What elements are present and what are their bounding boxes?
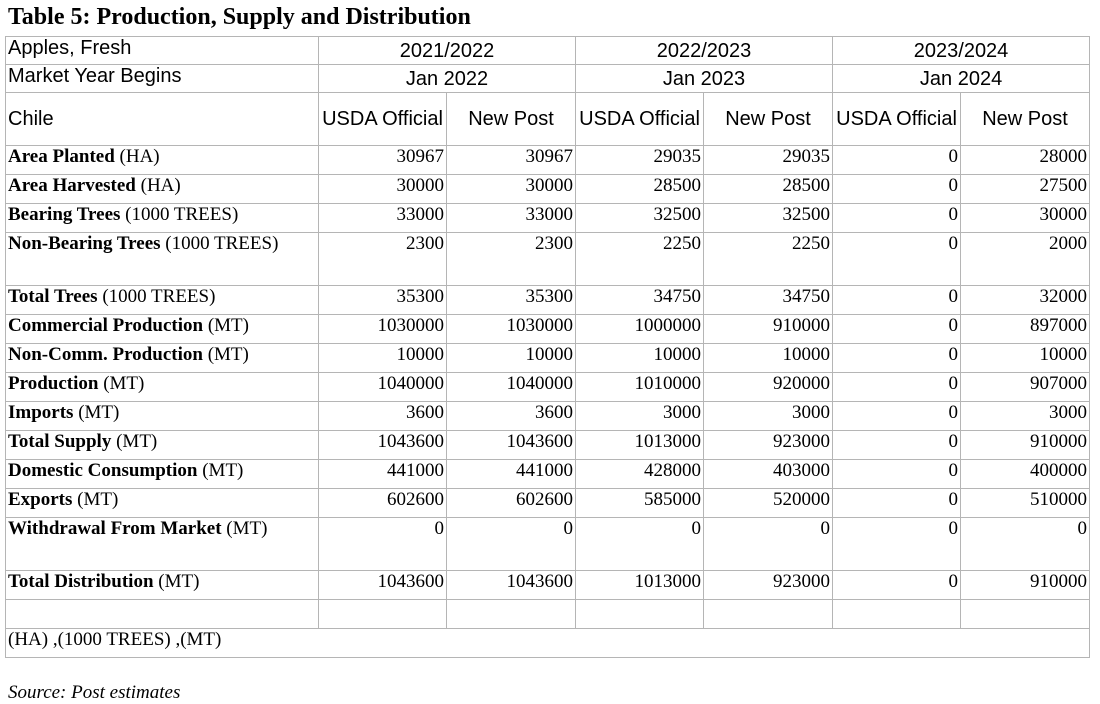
row-label [6, 460, 319, 489]
table-cell: 1040000 [447, 373, 576, 402]
table-cell: 428000 [576, 460, 704, 489]
row-unit: (MT) [103, 373, 145, 394]
table-cell: 0 [833, 204, 961, 233]
table-cell: 0 [319, 518, 447, 571]
market-year-label: Market Year Begins [6, 65, 319, 93]
row-attribute-name: Area Harvested [8, 175, 136, 196]
row-attribute-name: Area Planted [8, 146, 115, 167]
table-cell: 0 [833, 402, 961, 431]
table-cell: 10000 [704, 344, 833, 373]
table-cell: 32500 [704, 204, 833, 233]
table-cell: 0 [833, 344, 961, 373]
table-cell: 35300 [319, 286, 447, 315]
row-unit: (MT) [207, 315, 249, 336]
table-cell: 2300 [319, 233, 447, 286]
row-unit: (MT) [202, 460, 244, 481]
table-cell: 0 [833, 571, 961, 600]
row-unit: (MT) [116, 431, 158, 452]
table-row [6, 315, 1090, 344]
table-cell: 10000 [319, 344, 447, 373]
table-row [6, 402, 1090, 431]
blank-cell [961, 600, 1090, 629]
row-unit: (MT) [207, 344, 249, 365]
row-unit: (1000 TREES) [165, 233, 279, 254]
units-footer: (HA) ,(1000 TREES) ,(MT) [6, 629, 1090, 658]
table-cell: 1000000 [576, 315, 704, 344]
table-cell: 1013000 [576, 571, 704, 600]
table-cell: 2250 [576, 233, 704, 286]
table-cell: 0 [833, 315, 961, 344]
table-title: Table 5: Production, Supply and Distribution [8, 4, 471, 30]
table-cell: 28500 [704, 175, 833, 204]
table-cell: 920000 [704, 373, 833, 402]
table-cell: 34750 [704, 286, 833, 315]
header-row-market-year [6, 65, 1090, 93]
table-cell: 1043600 [447, 431, 576, 460]
blank-cell [447, 600, 576, 629]
row-label [6, 286, 319, 315]
table-row [6, 286, 1090, 315]
table-row [6, 175, 1090, 204]
table-cell: 0 [833, 146, 961, 175]
year-header: 2021/2022 [319, 37, 576, 65]
table-cell: 0 [833, 431, 961, 460]
table-cell: 0 [833, 489, 961, 518]
table-cell: 30000 [961, 204, 1090, 233]
table-cell: 0 [833, 286, 961, 315]
table-cell: 923000 [704, 431, 833, 460]
row-label [6, 146, 319, 175]
header-row-columns [6, 93, 1090, 146]
table-row [6, 431, 1090, 460]
table-cell: 32000 [961, 286, 1090, 315]
table-cell: 910000 [704, 315, 833, 344]
row-label [6, 431, 319, 460]
table-cell: 3000 [704, 402, 833, 431]
row-attribute-name: Exports [8, 489, 73, 510]
col-new-post: New Post [447, 93, 576, 146]
table-cell: 1010000 [576, 373, 704, 402]
table-cell: 602600 [447, 489, 576, 518]
row-unit: (1000 TREES) [125, 204, 239, 225]
table-cell: 2250 [704, 233, 833, 286]
table-cell: 29035 [704, 146, 833, 175]
row-label [6, 315, 319, 344]
table-cell: 34750 [576, 286, 704, 315]
row-unit: (MT) [226, 518, 268, 539]
table-cell: 400000 [961, 460, 1090, 489]
col-usda-official: USDA Official [576, 93, 704, 146]
blank-cell [704, 600, 833, 629]
row-unit: (MT) [78, 402, 120, 423]
row-attribute-name: Withdrawal From Market [8, 518, 222, 539]
row-unit: (HA) [119, 146, 160, 167]
year-header: 2023/2024 [833, 37, 1090, 65]
row-attribute-name: Total Trees [8, 286, 98, 307]
row-attribute-name: Non-Comm. Production [8, 344, 203, 365]
table-cell: 602600 [319, 489, 447, 518]
table-row [6, 489, 1090, 518]
psd-table [5, 36, 1090, 658]
col-usda-official: USDA Official [319, 93, 447, 146]
table-cell: 897000 [961, 315, 1090, 344]
table-cell: 910000 [961, 571, 1090, 600]
table-cell: 1040000 [319, 373, 447, 402]
table-cell: 585000 [576, 489, 704, 518]
row-attribute-name: Commercial Production [8, 315, 204, 336]
row-unit: (1000 TREES) [102, 286, 216, 307]
row-attribute-name: Bearing Trees [8, 204, 121, 225]
row-label [6, 204, 319, 233]
table-cell: 3000 [576, 402, 704, 431]
table-cell: 1043600 [319, 571, 447, 600]
table-row [6, 373, 1090, 402]
row-label [6, 233, 319, 286]
market-year-begins: Jan 2022 [319, 65, 576, 93]
table-cell: 0 [833, 175, 961, 204]
table-cell: 27500 [961, 175, 1090, 204]
table-cell: 0 [833, 233, 961, 286]
table-cell: 33000 [319, 204, 447, 233]
table-row [6, 146, 1090, 175]
table-cell: 0 [576, 518, 704, 571]
table-cell: 1030000 [319, 315, 447, 344]
row-label [6, 571, 319, 600]
row-attribute-name: Domestic Consumption [8, 460, 198, 481]
row-label [6, 402, 319, 431]
row-unit: (HA) [140, 175, 181, 196]
row-attribute-name: Total Supply [8, 431, 112, 452]
row-label [6, 373, 319, 402]
market-year-begins: Jan 2023 [576, 65, 833, 93]
table-cell: 441000 [447, 460, 576, 489]
table-row [6, 571, 1090, 600]
commodity-label: Apples, Fresh [6, 37, 319, 65]
blank-cell [576, 600, 704, 629]
table-cell: 1043600 [319, 431, 447, 460]
table-cell: 441000 [319, 460, 447, 489]
table-cell: 923000 [704, 571, 833, 600]
table-cell: 30000 [319, 175, 447, 204]
col-new-post: New Post [961, 93, 1090, 146]
row-label [6, 518, 319, 571]
row-label [6, 175, 319, 204]
row-unit: (MT) [77, 489, 119, 510]
blank-row [6, 600, 1090, 629]
table-cell: 1030000 [447, 315, 576, 344]
row-attribute-name: Total Distribution [8, 571, 154, 592]
table-cell: 0 [833, 518, 961, 571]
table-cell: 910000 [961, 431, 1090, 460]
units-row [6, 629, 1090, 658]
table-cell: 1013000 [576, 431, 704, 460]
table-cell: 0 [447, 518, 576, 571]
table-cell: 907000 [961, 373, 1090, 402]
header-row-years [6, 37, 1090, 65]
table-cell: 29035 [576, 146, 704, 175]
table-cell: 28000 [961, 146, 1090, 175]
table-cell: 30967 [447, 146, 576, 175]
table-cell: 32500 [576, 204, 704, 233]
table-cell: 30967 [319, 146, 447, 175]
table-row [6, 204, 1090, 233]
col-usda-official: USDA Official [833, 93, 961, 146]
table-cell: 10000 [961, 344, 1090, 373]
table-cell: 2000 [961, 233, 1090, 286]
table-cell: 3600 [447, 402, 576, 431]
table-cell: 30000 [447, 175, 576, 204]
table-cell: 3000 [961, 402, 1090, 431]
table-cell: 10000 [576, 344, 704, 373]
market-year-begins: Jan 2024 [833, 65, 1090, 93]
table-cell: 3600 [319, 402, 447, 431]
row-attribute-name: Production [8, 373, 99, 394]
table-cell: 33000 [447, 204, 576, 233]
blank-cell [833, 600, 961, 629]
country-label: Chile [6, 93, 319, 146]
table-cell: 0 [961, 518, 1090, 571]
year-header: 2022/2023 [576, 37, 833, 65]
table-cell: 1043600 [447, 571, 576, 600]
table-cell: 0 [704, 518, 833, 571]
table-cell: 403000 [704, 460, 833, 489]
row-label [6, 344, 319, 373]
table-cell: 0 [833, 460, 961, 489]
table-cell: 35300 [447, 286, 576, 315]
table-cell: 2300 [447, 233, 576, 286]
table-row [6, 460, 1090, 489]
row-label [6, 489, 319, 518]
table-cell: 520000 [704, 489, 833, 518]
row-attribute-name: Non-Bearing Trees [8, 233, 161, 254]
col-new-post: New Post [704, 93, 833, 146]
blank-cell [6, 600, 319, 629]
table-cell: 510000 [961, 489, 1090, 518]
table-row [6, 518, 1090, 571]
blank-cell [319, 600, 447, 629]
row-unit: (MT) [158, 571, 200, 592]
table-cell: 0 [833, 373, 961, 402]
table-row [6, 233, 1090, 286]
row-attribute-name: Imports [8, 402, 74, 423]
table-cell: 10000 [447, 344, 576, 373]
table-cell: 28500 [576, 175, 704, 204]
source-note: Source: Post estimates [8, 682, 181, 703]
table-row [6, 344, 1090, 373]
